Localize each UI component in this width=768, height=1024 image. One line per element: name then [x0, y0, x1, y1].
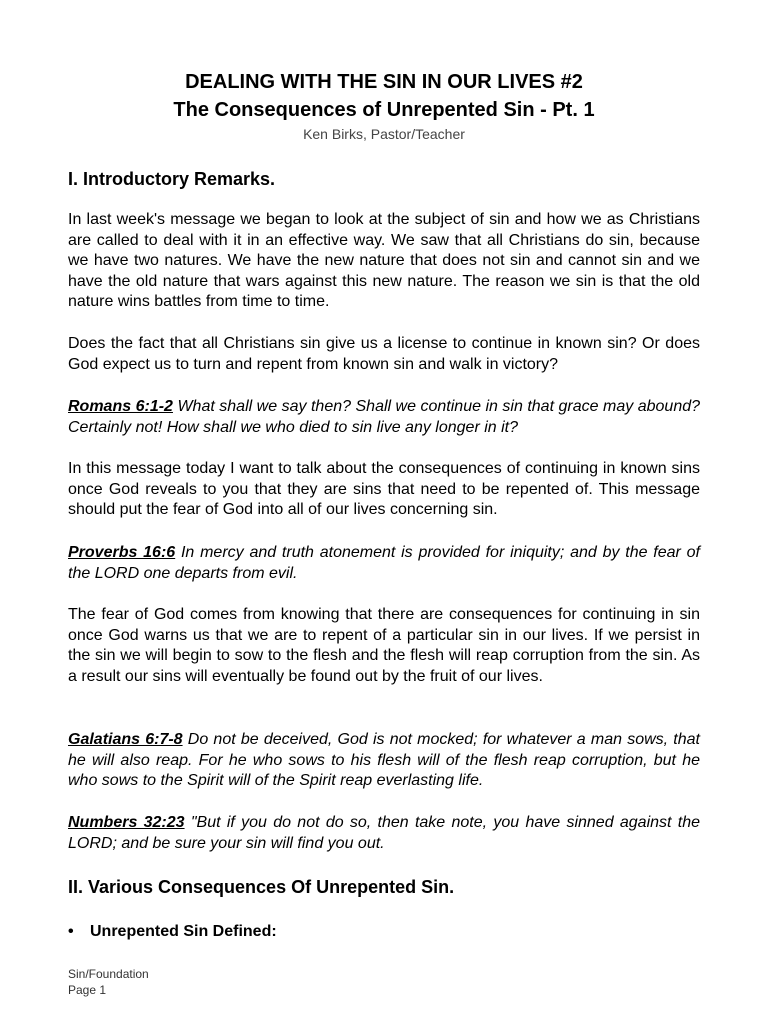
document-subtitle: The Consequences of Unrepented Sin - Pt. 1 — [173, 99, 595, 121]
paragraph-fear-of-god: The fear of God comes from knowing that there are consequences for continuing in sin once God warns us that we are to repent of a particular sin in our lives. If we persist in the sin we will begin to sow to the flesh and the flesh will reap corruption from the sin. As a result our sins will eventually be found out by the fruit of our lives. — [68, 606, 700, 685]
scripture-text: What shall we say then? Shall we continue in sin that grace may abound? Certainly not! How shall we who died to sin live any longer in it? — [68, 398, 701, 436]
paragraph-intro: In last week's message we began to look at the subject of sin and how we as Christians are called to deal with it in an effective way. We saw that all Christians do sin, because we have two natures. We have the new nature that does not sin and cannot sin and we have the old nature that wars against this new nature. The reason we sin is that the old nature wins battles from time to time. — [68, 211, 700, 311]
scripture-reference: Galatians 6:7-8 — [68, 731, 183, 748]
section-heading-various-consequences: II. Various Consequences Of Unrepented Sin. — [68, 877, 455, 897]
section-heading-introductory-remarks: I. Introductory Remarks. — [68, 169, 276, 189]
paragraph-question: Does the fact that all Christians sin give us a license to continue in known sin? Or does God expect us to turn and repent from known sin and walk in victory? — [68, 335, 700, 373]
scripture-reference: Proverbs 16:6 — [68, 544, 176, 561]
bullet-label: Unrepented Sin Defined: — [90, 923, 277, 940]
scripture-proverbs — [68, 543, 700, 584]
scripture-text: "But if you do not do so, then take note, you have sinned against the LORD; and be sure your sin will find you out. — [68, 814, 701, 852]
scripture-romans — [68, 397, 700, 438]
scripture-text: Do not be deceived, God is not mocked; for whatever a man sows, that he will also reap. For he who sows to his flesh will of the flesh reap corruption, but he who sows to the Spirit will of the Spirit reap everlasting life. — [68, 731, 700, 790]
scripture-reference: Numbers 32:23 — [68, 814, 185, 831]
scripture-numbers — [68, 813, 700, 854]
bullet-item — [68, 922, 277, 942]
footer-series: Sin/Foundation — [68, 967, 149, 981]
document-title: DEALING WITH THE SIN IN OUR LIVES #2 — [185, 71, 583, 93]
scripture-reference: Romans 6:1-2 — [68, 398, 173, 415]
footer-page-number: Page 1 — [68, 983, 107, 997]
paragraph-message-today: In this message today I want to talk about the consequences of continuing in known sins once God reveals to you that they are sins that need to be repented of. This message should put the fear of God into all of our lives concerning sin. — [68, 460, 700, 519]
bullet-icon: • — [68, 923, 74, 940]
scripture-galatians — [68, 730, 700, 792]
scripture-text: In mercy and truth atonement is provided for iniquity; and by the fear of the LORD one departs from evil. — [68, 544, 700, 582]
author-line: Ken Birks, Pastor/Teacher — [303, 126, 465, 142]
